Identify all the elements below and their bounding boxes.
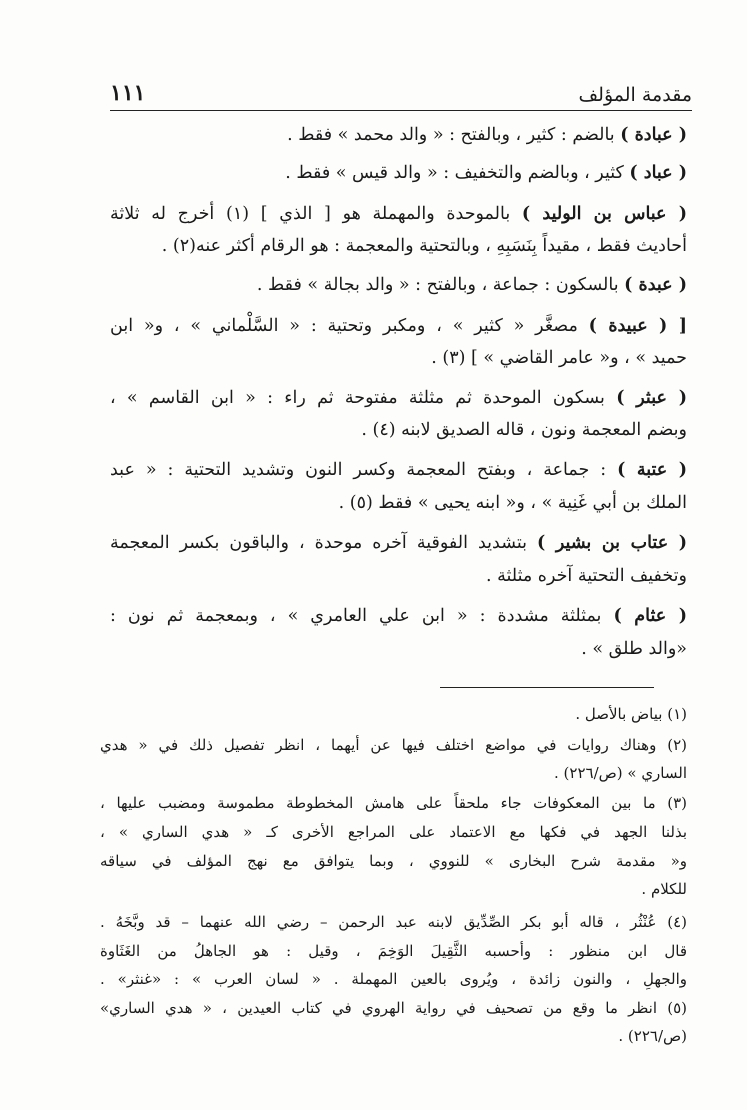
entry-text: بالسكون : جماعة ، وبالفتح : « والد بجالة » فقط . <box>256 275 625 295</box>
entry-line <box>110 313 687 339</box>
entry-text: وبضم المعجمة ونون ، قاله الصديق لابنه (٤) . <box>361 420 687 440</box>
entry-text: بالموحدة والمهملة هو [ الذي ] (١) أخرج له ثلاثة <box>110 204 522 224</box>
entry-line-continued <box>110 490 687 516</box>
entry-line <box>110 385 687 411</box>
entry-text: «والد طلق » . <box>581 639 687 659</box>
entry-term: [ ( عبيدة ) <box>588 316 687 336</box>
footnote-line: والجهلِ ، والنون زائدة ، ويُروى بالعين المهملة . « لسان العرب » : «غنثر» . <box>100 970 687 988</box>
footnote-line: و« مقدمة شرح البخارى » للنووي ، وبما يتوافق مع نهج المؤلف في سياقه <box>100 852 687 870</box>
entry-text: بسكون الموحدة ثم مثلثة مفتوحة ثم راء : « ابن القاسم » ، <box>110 388 617 408</box>
entry-line <box>110 201 687 227</box>
entry-term: ( عثام ) <box>613 606 687 626</box>
entry-term: ( عبثر ) <box>616 388 688 408</box>
entry-line <box>110 603 687 629</box>
entry-line <box>110 160 687 186</box>
footnote-line: (ص/٢٢٦) . <box>618 1027 687 1045</box>
entry-text: وتخفيف التحتية آخره مثلثة . <box>485 566 687 586</box>
page-number: ١١١ <box>110 80 146 106</box>
entry-text: مصغَّر « كثير » ، ومكبر وتحتية : « السَّلْماني » ، و« ابن <box>110 316 589 336</box>
entry-term: ( عتاب بن بشير ) <box>537 533 687 553</box>
entry-line <box>110 272 687 298</box>
footnote-separator <box>440 687 654 688</box>
entry-line <box>110 122 687 148</box>
footnote-line: بذلنا الجهد في فكها مع الاعتماد على المراجع الأخرى كـ « هدي الساري » ، <box>100 823 687 841</box>
entry-line <box>110 530 687 556</box>
entry-text: بالضم : كثير ، وبالفتح : « والد محمد » فقط . <box>287 125 621 145</box>
entry-term: ( عباد ) <box>629 163 687 183</box>
footnote-line: (٥) انظر ما وقع من تصحيف في رواية الهروي في كتاب العيدين ، « هدي الساري» <box>100 999 687 1017</box>
entry-term: ( عتبة ) <box>617 460 687 480</box>
entry-line-continued <box>110 233 687 259</box>
footnote-line: (٢) وهناك روايات في مواضع اختلف فيها عن أيهما ، انظر تفصيل ذلك في « هدي <box>100 736 687 754</box>
entry-text: الملك بن أبي غَنِية » ، و« ابنه يحيى » فقط (٥) . <box>338 493 687 513</box>
entry-term: ( عباس بن الوليد ) <box>521 204 687 224</box>
page-header <box>110 60 692 111</box>
entry-text: : جماعة ، وبفتح المعجمة وكسر النون وتشديد التحتية : « عبد <box>110 460 618 480</box>
footnote-line: قال ابن منظور : وأحسبه الثَّقِيلَ الوَخِمَ ، وقيل : هو الجاهلُ من الغَثَاوة <box>100 942 687 960</box>
entry-text: بتشديد الفوقية آخره موحدة ، والباقون بكسر المعجمة <box>110 533 538 553</box>
entry-text: كثير ، وبالضم والتخفيف : « والد قيس » فقط . <box>285 163 630 183</box>
entry-line-continued <box>110 636 687 662</box>
running-title: مقدمة المؤلف <box>578 84 692 106</box>
footnote-line: للكلام . <box>641 880 687 898</box>
entry-line-continued <box>110 345 687 371</box>
footnote-line: (١) بياض بالأصل . <box>575 705 687 723</box>
entry-term: ( عبادة ) <box>620 125 687 145</box>
entry-line <box>110 457 687 483</box>
footnote-line: الساري » (ص/٢٢٦) . <box>554 764 687 782</box>
footnote-line: (٣) ما بين المعكوفات جاء ملحقاً على هامش المخطوطة مطموسة ومضبب عليها ، <box>100 794 687 812</box>
entry-line-continued <box>110 417 687 443</box>
entry-line-continued <box>110 563 687 589</box>
entry-text: أحاديث فقط ، مقيداً بِنَسَبِهِ ، وبالتحتية والمعجمة : هو الرقام أكثر عنه(٢) . <box>161 236 687 256</box>
entry-text: بمثلثة مشددة : « ابن علي العامري » ، وبمعجمة ثم نون : <box>110 606 614 626</box>
entry-text: حميد » ، و« عامر القاضي » ] (٣) . <box>431 348 687 368</box>
footnote-line: (٤) عُنْثُر ، قاله أبو بكر الصِّدِّيق لابنه عبد الرحمن – رضي الله عنهما – قد وبَّخَهُ . <box>100 913 687 931</box>
entry-term: ( عبدة ) <box>624 275 687 295</box>
